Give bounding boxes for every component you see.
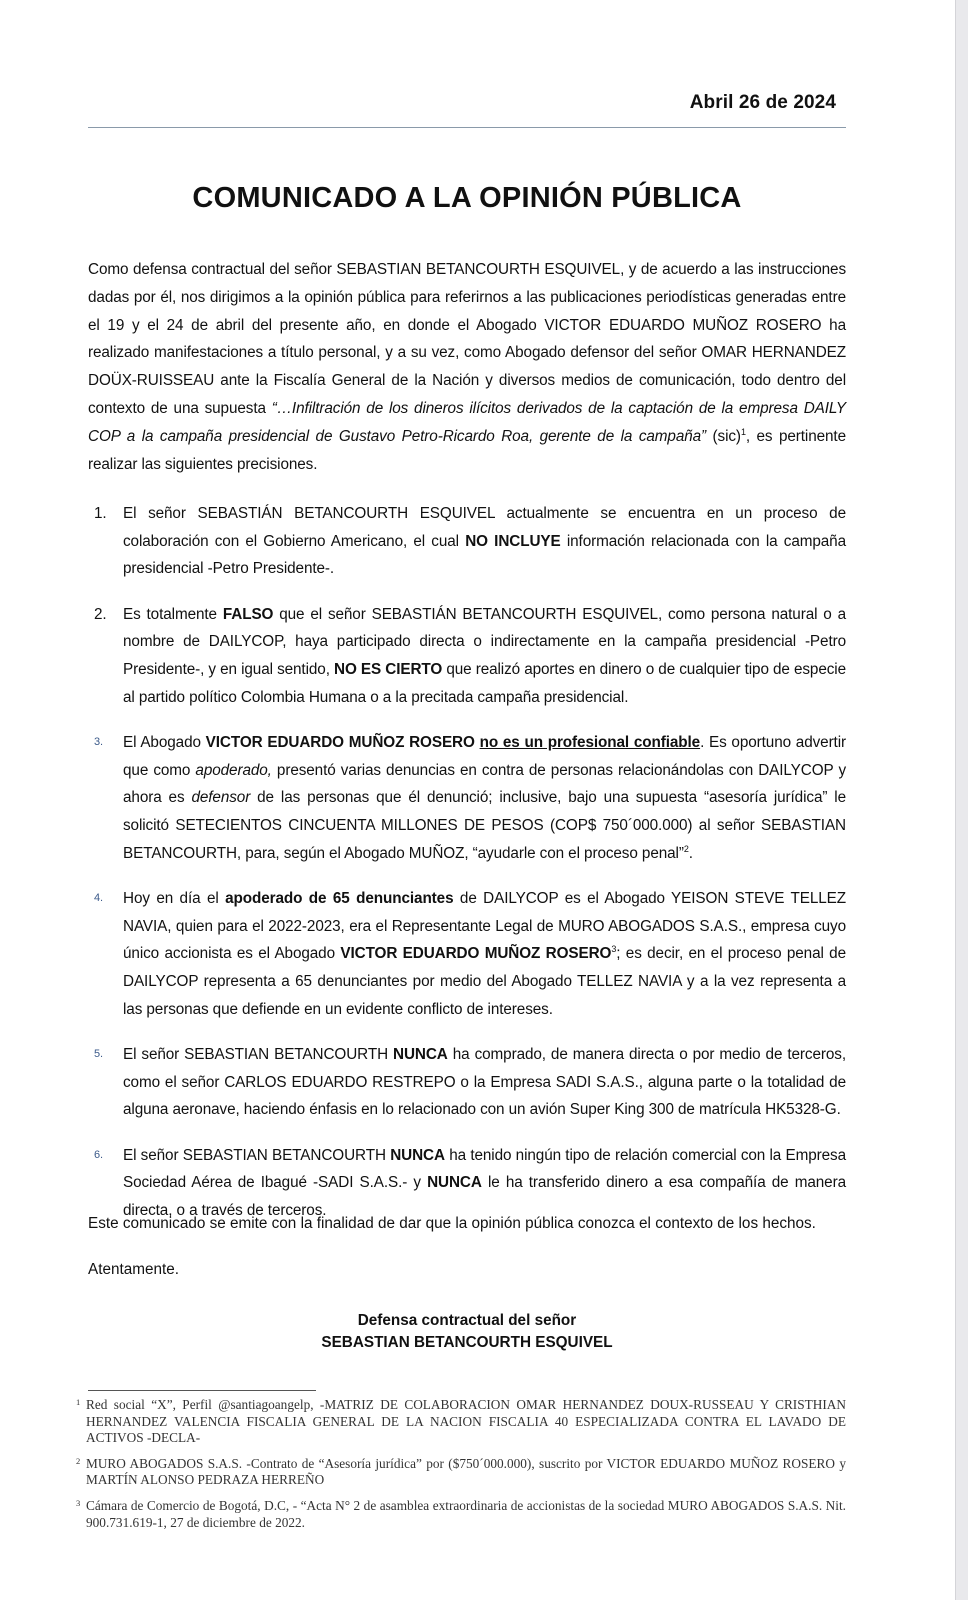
- item-text: presentó varias denuncias en contra de personas relacionándolas con DAILYCOP y ahora es: [123, 761, 847, 807]
- item-text: que realizó aportes en dinero o de cualquier tipo de especie al partido político Colombia Humana o a la precitada campaña presidencial.: [123, 660, 846, 706]
- signature-line-1: Defensa contractual del señor: [357, 1312, 577, 1329]
- item-text: ha comprado, de manera directa o por medio de terceros, como el señor CARLOS EDUARDO RESTREPO o la Empresa SADI S.A.S., alguna parte o la totalidad de alguna aeronave, haciendo énfasis en lo relacionado con un avión Super King 300 de matrícula HK5328-G.: [123, 1046, 846, 1119]
- item-text: El Abogado: [123, 734, 206, 752]
- footnote-ref-3: 3: [611, 944, 617, 955]
- item-emphasis: NUNCA: [390, 1146, 445, 1164]
- intro-paragraph: [88, 256, 846, 478]
- item-italic: apoderado,: [195, 761, 272, 779]
- signature-line-2: SEBASTIAN BETANCOURTH ESQUIVEL: [321, 1334, 613, 1351]
- item-text: El señor SEBASTIÁN BETANCOURTH ESQUIVEL actualmente se encuentra en un proceso de colaboración con el Gobierno Americano, el cual: [123, 505, 846, 550]
- list-item: [88, 729, 846, 867]
- footnote-text: MURO ABOGADOS S.A.S. -Contrato de “Asesoría jurídica” por ($750´000.000), suscrito por VICTOR EDUARDO MUÑOZ ROSERO y MARTÍN ALONSO PEDRAZA HERREÑO: [86, 1455, 846, 1488]
- item-emphasis: NUNCA: [427, 1174, 482, 1192]
- list-item: [88, 601, 846, 711]
- item-text: de DAILYCOP es el Abogado YEISON STEVE TELLEZ NAVIA, quien para el 2022-2023, era el Representante Legal de MURO ABOGADOS S.A.S., empresa cuyo único accionista es el Abogado: [123, 890, 846, 963]
- item-text: El señor SEBASTIAN BETANCOURTH: [123, 1146, 391, 1164]
- item-emphasis: FALSO: [222, 605, 274, 623]
- intro-text-end: , es pertinente realizar las siguientes precisiones.: [88, 427, 846, 473]
- footnote-text: Cámara de Comercio de Bogotá, D.C, - “Acta N° 2 de asamblea extraordinaria de accionistas de la sociedad MURO ABOGADOS S.A.S. Nit. 900.731.619-1, 27 de diciembre de 2022.: [86, 1497, 846, 1530]
- footnote-ref-1: 1: [740, 426, 746, 437]
- item-number: 3.: [94, 736, 103, 749]
- intro-sic: (sic): [706, 427, 741, 445]
- item-text: información relacionada con la campaña presidencial -Petro Presidente-.: [123, 532, 846, 578]
- list-item: [88, 500, 846, 583]
- item-text: ; es decir, en el proceso penal de DAILYCOP representa a 65 denunciantes por medio del Abogado TELLEZ NAVIA y a la vez representa a las personas que defiende en un evidente conflicto de intereses.: [123, 945, 846, 1018]
- footnote: [76, 1456, 846, 1489]
- item-text: de las personas que él denunció; inclusive, bajo una supuesta “asesoría jurídica” le solicitó SETECIENTOS CINCUENTA MILLONES DE PESOS (COP$ 750´000.000) al señor SEBASTIAN BETANCOURTH, para, según el Abogado MUÑOZ, “ayudarle con el proceso penal”: [123, 789, 846, 862]
- document-date: Abril 26 de 2024: [689, 92, 836, 113]
- intro-text: Como defensa contractual del señor SEBASTIAN BETANCOURTH ESQUIVEL, y de acuerdo a las instrucciones dadas por él, nos dirigimos a la opinión pública para referirnos a las publicaciones periodísticas generadas entre el 19 y el 24 de abril del presente año, en donde el Abogado VICTOR EDUARDO MUÑOZ ROSERO ha realizado manifestaciones a título personal, y a su vez, como Abogado defensor del señor OMAR HERNANDEZ DOÜX-RUISSEAU ante la Fiscalía General de la Nación y diversos medios de comunicación, todo dentro del contexto de una supuesta: [88, 261, 846, 417]
- item-emphasis: apoderado de 65 denunciantes: [225, 890, 454, 908]
- list-item: [88, 1041, 846, 1124]
- item-number: 1.: [94, 505, 107, 522]
- footnote-ref-2: 2: [683, 843, 689, 854]
- item-emphasis: VICTOR EDUARDO MUÑOZ ROSERO: [340, 945, 612, 963]
- footnote-text: Red social “X”, Perfil @santiagoangelp, -MATRIZ DE COLABORACION OMAR HERNANDEZ DOUX-RUSSEAU Y CRISTHIAN HERNANDEZ VALENCIA FISCALIA GENERAL DE LA NACION FISCALIA 40 ESPECIALIZADA CONTRA EL LAVADO DE ACTIVOS -DECLA-: [86, 1397, 846, 1446]
- item-emphasis: NUNCA: [393, 1046, 448, 1064]
- footnote-number: 3: [76, 1497, 81, 1508]
- item-number: 6.: [94, 1148, 103, 1161]
- item-text: .: [688, 844, 693, 862]
- item-text: Es totalmente: [123, 605, 223, 623]
- item-italic: defensor: [191, 789, 251, 807]
- item-text: que el señor SEBASTIÁN BETANCOURTH ESQUIVEL, como persona natural o a nombre de DAILYCOP, haya participado directa o indirectamente en la campaña presidencial -Petro Presidente-, y en igual sentido,: [123, 605, 846, 678]
- document-title: COMUNICADO A LA OPINIÓN PÚBLICA: [192, 182, 742, 214]
- page-edge: [955, 0, 968, 1600]
- item-emphasis: NO ES CIERTO: [334, 660, 443, 678]
- item-text: Hoy en día el: [123, 890, 226, 908]
- item-text: ha tenido ningún tipo de relación comercial con la Empresa Sociedad Aérea de Ibagué -SADI S.A.S.- y: [123, 1146, 846, 1192]
- footnote: [76, 1397, 846, 1447]
- footnote-number: 2: [76, 1455, 81, 1466]
- item-text: . Es oportuno advertir que como: [123, 734, 846, 779]
- footnote: [76, 1498, 846, 1531]
- statements-list: [88, 500, 846, 1225]
- item-text: El señor SEBASTIAN BETANCOURTH: [123, 1046, 394, 1064]
- list-item: [88, 885, 846, 1023]
- item-emphasis: NO INCLUYE: [465, 532, 561, 550]
- item-number: 5.: [94, 1048, 103, 1061]
- footnote-number: 1: [76, 1397, 81, 1407]
- header-divider: [88, 127, 846, 128]
- signature-block: [88, 1310, 846, 1354]
- item-emphasis-underlined: no es un profesional confiable: [479, 734, 701, 752]
- item-number: 2.: [94, 605, 107, 623]
- closing-statement: Este comunicado se emite con la finalidad de dar que la opinión pública conozca el contexto de los hechos.: [88, 1215, 816, 1232]
- item-emphasis: VICTOR EDUARDO MUÑOZ ROSERO: [205, 734, 475, 752]
- regards: Atentamente.: [88, 1261, 179, 1278]
- item-number: 4.: [94, 892, 103, 905]
- intro-quote: “…Infiltración de los dineros ilícitos derivados de la captación de la empresa DAILY COP a la campaña presidencial de Gustavo Petro-Ricardo Roa, gerente de la campaña”: [88, 399, 846, 445]
- item-text: le ha transferido dinero a esa compañía de manera directa, o a través de terceros.: [123, 1174, 846, 1220]
- footnote-divider: [88, 1390, 316, 1391]
- footnotes: [76, 1397, 846, 1540]
